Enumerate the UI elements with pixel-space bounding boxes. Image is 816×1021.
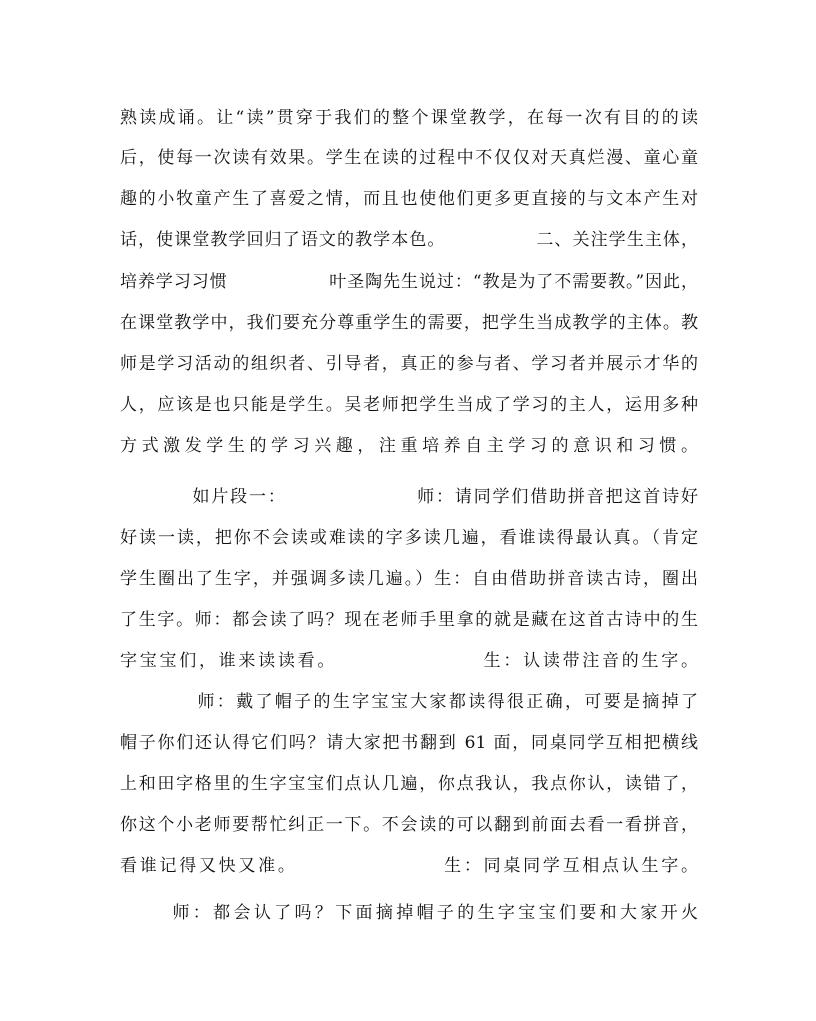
text-line: 师是学习活动的组织者、引导者，真正的参与者、学习者并展示才华的 (120, 354, 698, 374)
text-line: 人，应该是也只能是学生。吴老师把学生当成了学习的主人，运用多种 (120, 395, 698, 415)
text-line: 好读一读，把你不会读或难读的字多读几遍，看谁读得最认真。（肯定 (120, 528, 698, 548)
text-line: 了生字。师：都会读了吗？现在老师手里拿的就是藏在这首古诗中的生 (120, 610, 698, 630)
text-line: 在课堂教学中，我们要充分尊重学生的需要，把学生当成教学的主体。教 (120, 313, 698, 333)
text-line: 师：都会认了吗？下面摘掉帽子的生字宝宝们要和大家开火 (120, 903, 698, 923)
text-line: 师：戴了帽子的生字宝宝大家都读得很正确，可要是摘掉了 (120, 692, 698, 712)
text-line: 培养学习习惯 叶圣陶先生说过：“教是为了不需要教。”因此， (120, 272, 698, 292)
text-line: 趣的小牧童产生了喜爱之情，而且也使他们更多更直接的与文本产生对 (120, 189, 698, 209)
text-line: 看谁记得又快又准。 生：同桌同学互相点认生字。 (120, 856, 698, 876)
text-line: 字宝宝们，谁来读读看。 生：认读带注音的生字。 (120, 651, 698, 671)
text-line: 学生圈出了生字，并强调多读几遍。）生：自由借助拼音读古诗，圈出 (120, 569, 698, 589)
text-line: 帽子你们还认得它们吗？请大家把书翻到 61 面，同桌同学互相把横线 (120, 733, 698, 753)
text-line: 方式激发学生的学习兴趣，注重培养自主学习的意识和习惯。 (120, 436, 698, 456)
text-line: 话，使课堂教学回归了语文的教学本色。 二、关注学生主体， (120, 230, 698, 250)
text-line: 你这个小老师要帮忙纠正一下。不会读的可以翻到前面去看一看拼音， (120, 815, 698, 835)
text-line: 如片段一： 师：请同学们借助拼音把这首诗好 (120, 487, 698, 507)
text-line: 上和田字格里的生字宝宝们点认几遍，你点我认，我点你认，读错了， (120, 774, 698, 794)
text-line: 熟读成诵。让“读”贯穿于我们的整个课堂教学，在每一次有目的的读 (120, 108, 698, 128)
text-line: 后，使每一次读有效果。学生在读的过程中不仅仅对天真烂漫、童心童 (120, 148, 698, 168)
